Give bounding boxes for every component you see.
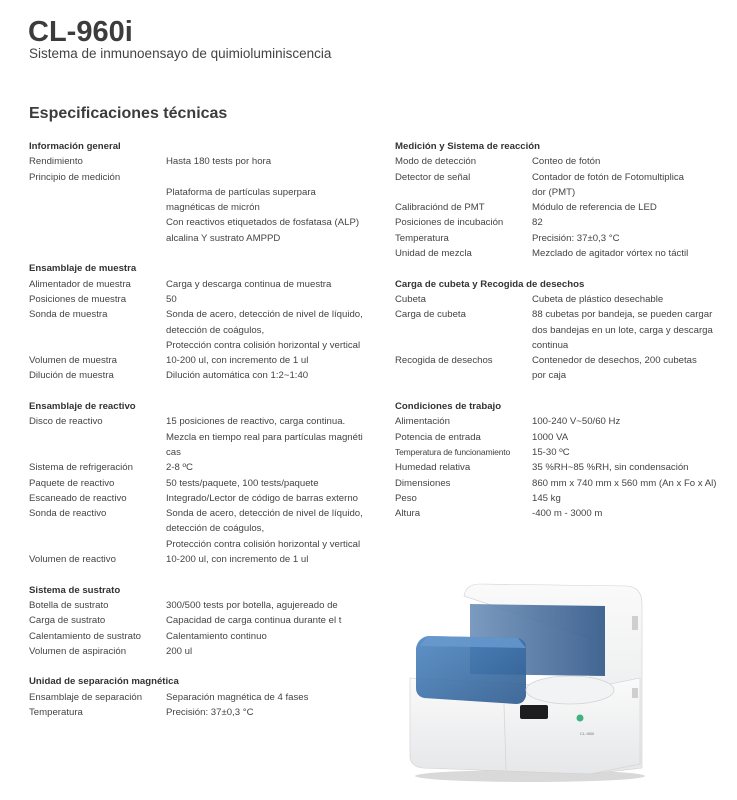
spec-value: 82 xyxy=(532,217,543,229)
spec-row xyxy=(395,476,737,491)
spec-value: Integrado/Lector de código de barras externo xyxy=(166,492,359,504)
spec-label: Sonda de reactivo xyxy=(29,508,107,520)
spec-value: Contenedor de desechos, 200 cubetas por caja xyxy=(532,355,697,382)
spec-value: 300/500 tests por botella, agujereado de xyxy=(166,599,338,611)
spec-row xyxy=(395,430,737,445)
spec-row xyxy=(29,414,374,460)
spec-value: Carga y descarga continua de muestra xyxy=(166,278,332,290)
spec-row xyxy=(29,368,374,383)
spec-row xyxy=(29,154,374,169)
spec-label: Detector de señal xyxy=(395,171,471,183)
spec-value: Mezclado de agitador vórtex no táctil xyxy=(532,248,689,260)
spec-label: Rendimiento xyxy=(29,156,83,168)
spec-label: Ensamblaje de separación xyxy=(29,691,143,703)
spec-label: Principio de medición xyxy=(29,171,121,183)
spec-section xyxy=(395,399,737,521)
spec-value: Sonda de acero, detección de nivel de líquido, detección de coágulos, Protección contra colisión horizontal y vertical xyxy=(166,508,363,550)
spec-row xyxy=(395,246,737,261)
spec-row xyxy=(395,353,737,384)
spec-value: Hasta 180 tests por hora xyxy=(166,156,272,168)
spec-row xyxy=(395,307,737,353)
spec-label: Carga de sustrato xyxy=(29,615,106,627)
spec-section xyxy=(29,139,374,246)
spec-label: Calibraciónd de PMT xyxy=(395,202,485,214)
spec-value: Módulo de referencia de LED xyxy=(532,202,657,214)
specs-right-column xyxy=(395,139,737,537)
spec-label: Carga de cubeta xyxy=(395,309,466,321)
spec-section-title: Carga de cubeta y Recogida de desechos xyxy=(395,278,585,290)
spec-section xyxy=(29,583,374,659)
spec-value: 200 ul xyxy=(166,645,193,657)
spec-label: Volumen de muestra xyxy=(29,355,117,367)
spec-value: Sonda de acero, detección de nivel de líquido, detección de coágulos, Protección contra colisión horizontal y vertical xyxy=(166,309,363,351)
product-title: CL-960i xyxy=(28,16,133,48)
spec-value: 145 kg xyxy=(532,492,561,504)
spec-label: Dilución de muestra xyxy=(29,370,114,382)
spec-value: Contador de fotón de Fotomultiplica dor (PMT) xyxy=(532,171,684,198)
spec-row xyxy=(29,185,374,246)
specs-heading: Especificaciones técnicas xyxy=(29,105,228,122)
spec-label: Alimentación xyxy=(395,416,450,428)
spec-label: Posiciones de incubación xyxy=(395,217,504,229)
spec-row xyxy=(395,154,737,169)
device-screen xyxy=(520,705,548,719)
spec-section xyxy=(29,399,374,567)
spec-label: Cubeta xyxy=(395,293,426,305)
spec-row xyxy=(395,414,737,429)
specs-left-column xyxy=(29,139,374,736)
spec-value: 10-200 ul, con incremento de 1 ul xyxy=(166,554,309,566)
spec-row xyxy=(29,491,374,506)
spec-label: Paquete de reactivo xyxy=(29,477,115,489)
spec-section-title: Información general xyxy=(29,141,121,152)
spec-value: Precisión: 37±0,3 °C xyxy=(532,232,620,244)
spec-value: 50 xyxy=(166,293,177,305)
spec-row xyxy=(29,613,374,628)
spec-value: 50 tests/paquete, 100 tests/paquete xyxy=(166,477,319,489)
spec-value xyxy=(166,170,374,185)
device-vent-bottom xyxy=(632,688,638,698)
spec-label: Alimentador de muestra xyxy=(29,278,131,290)
spec-section-title: Medición y Sistema de reacción xyxy=(395,141,541,152)
spec-value: 2-8 ºC xyxy=(166,462,193,474)
spec-label: Disco de reactivo xyxy=(29,416,103,428)
spec-value: Dilución automática con 1:2~1:40 xyxy=(166,370,309,382)
spec-row xyxy=(395,460,737,475)
product-subtitle: Sistema de inmunoensayo de quimioluminiscencia xyxy=(29,46,332,61)
spec-label: Recogida de desechos xyxy=(395,355,493,367)
spec-label: Escaneado de reactivo xyxy=(29,492,127,504)
spec-row xyxy=(395,200,737,215)
device-vent-top xyxy=(632,616,638,630)
spec-row xyxy=(29,277,374,292)
device-model-label: CL-960i xyxy=(580,731,595,736)
spec-label: Potencia de entrada xyxy=(395,431,481,443)
spec-row xyxy=(395,215,737,230)
device-start-button xyxy=(577,715,584,722)
spec-label: Volumen de aspiración xyxy=(29,645,127,657)
spec-section-title: Ensamblaje de reactivo xyxy=(29,401,136,413)
spec-value: Capacidad de carga continua durante el t xyxy=(166,615,342,627)
spec-label: Sistema de refrigeración xyxy=(29,462,133,474)
spec-label: Temperatura de funcionamiento xyxy=(395,446,511,457)
spec-value: 15 posiciones de reactivo, carga continua. Mezcla en tiempo real para partículas magnéti cas xyxy=(166,416,363,458)
spec-row xyxy=(29,705,374,720)
analyzer-device-image xyxy=(400,578,650,783)
spec-label: Sonda de muestra xyxy=(29,309,108,321)
spec-value: Cubeta de plástico desechable xyxy=(532,293,664,305)
spec-label: Modo de detección xyxy=(395,156,477,168)
spec-value: -400 m - 3000 m xyxy=(532,508,603,520)
spec-row xyxy=(395,170,737,201)
spec-row xyxy=(29,644,374,659)
spec-row xyxy=(395,445,737,460)
spec-row xyxy=(29,307,374,353)
spec-value: Plataforma de partículas superpara magnéticas de micrón Con reactivos etiquetados de fosfatasa (ALP) alcalina Y sustrato AMPPD xyxy=(166,186,360,244)
spec-value: Separación magnética de 4 fases xyxy=(166,691,309,703)
spec-row xyxy=(395,491,737,506)
spec-label xyxy=(29,185,166,246)
spec-row xyxy=(29,292,374,307)
spec-section-title: Condiciones de trabajo xyxy=(395,401,502,413)
spec-section xyxy=(395,277,737,384)
spec-section xyxy=(395,139,737,261)
spec-value: 860 mm x 740 mm x 560 mm (An x Fo x Al) xyxy=(532,477,717,489)
spec-value: 15-30 ºC xyxy=(532,446,570,458)
spec-value: Conteo de fotón xyxy=(532,156,601,168)
spec-label: Volumen de reactivo xyxy=(29,554,116,566)
spec-label: Calentamiento de sustrato xyxy=(29,630,141,642)
spec-row xyxy=(29,506,374,552)
spec-label: Humedad relativa xyxy=(395,462,471,474)
spec-row xyxy=(29,552,374,567)
spec-section-title: Sistema de sustrato xyxy=(29,584,121,596)
spec-value: 1000 VA xyxy=(532,431,569,443)
spec-row xyxy=(29,598,374,613)
spec-row xyxy=(395,292,737,307)
spec-value: Calentamiento continuo xyxy=(166,630,267,642)
spec-value: Precisión: 37±0,3 °C xyxy=(166,706,254,718)
spec-label: Botella de sustrato xyxy=(29,599,109,611)
spec-value: 10-200 ul, con incremento de 1 ul xyxy=(166,355,309,367)
spec-section-title: Unidad de separación magnética xyxy=(29,676,179,688)
spec-label: Unidad de mezcla xyxy=(395,248,472,260)
spec-label: Posiciones de muestra xyxy=(29,293,127,305)
spec-row xyxy=(29,170,374,185)
spec-row xyxy=(29,476,374,491)
spec-value: 100-240 V~50/60 Hz xyxy=(532,416,621,428)
spec-label: Temperatura xyxy=(29,706,83,718)
spec-row xyxy=(29,629,374,644)
spec-row xyxy=(29,460,374,475)
spec-value: 35 %RH~85 %RH, sin condensación xyxy=(532,462,689,474)
spec-section xyxy=(29,261,374,383)
spec-section xyxy=(29,674,374,720)
device-reagent-disc xyxy=(526,676,614,704)
spec-row xyxy=(29,353,374,368)
spec-section-title: Ensamblaje de muestra xyxy=(29,263,137,275)
spec-row xyxy=(395,506,737,521)
spec-row xyxy=(395,231,737,246)
spec-label: Peso xyxy=(395,492,417,504)
spec-label: Altura xyxy=(395,508,421,520)
spec-row xyxy=(29,690,374,705)
spec-label: Dimensiones xyxy=(395,477,451,489)
spec-value: 88 cubetas por bandeja, se pueden cargar dos bandejas en un lote, carga y descarga continua xyxy=(532,309,713,351)
spec-label: Temperatura xyxy=(395,232,449,244)
